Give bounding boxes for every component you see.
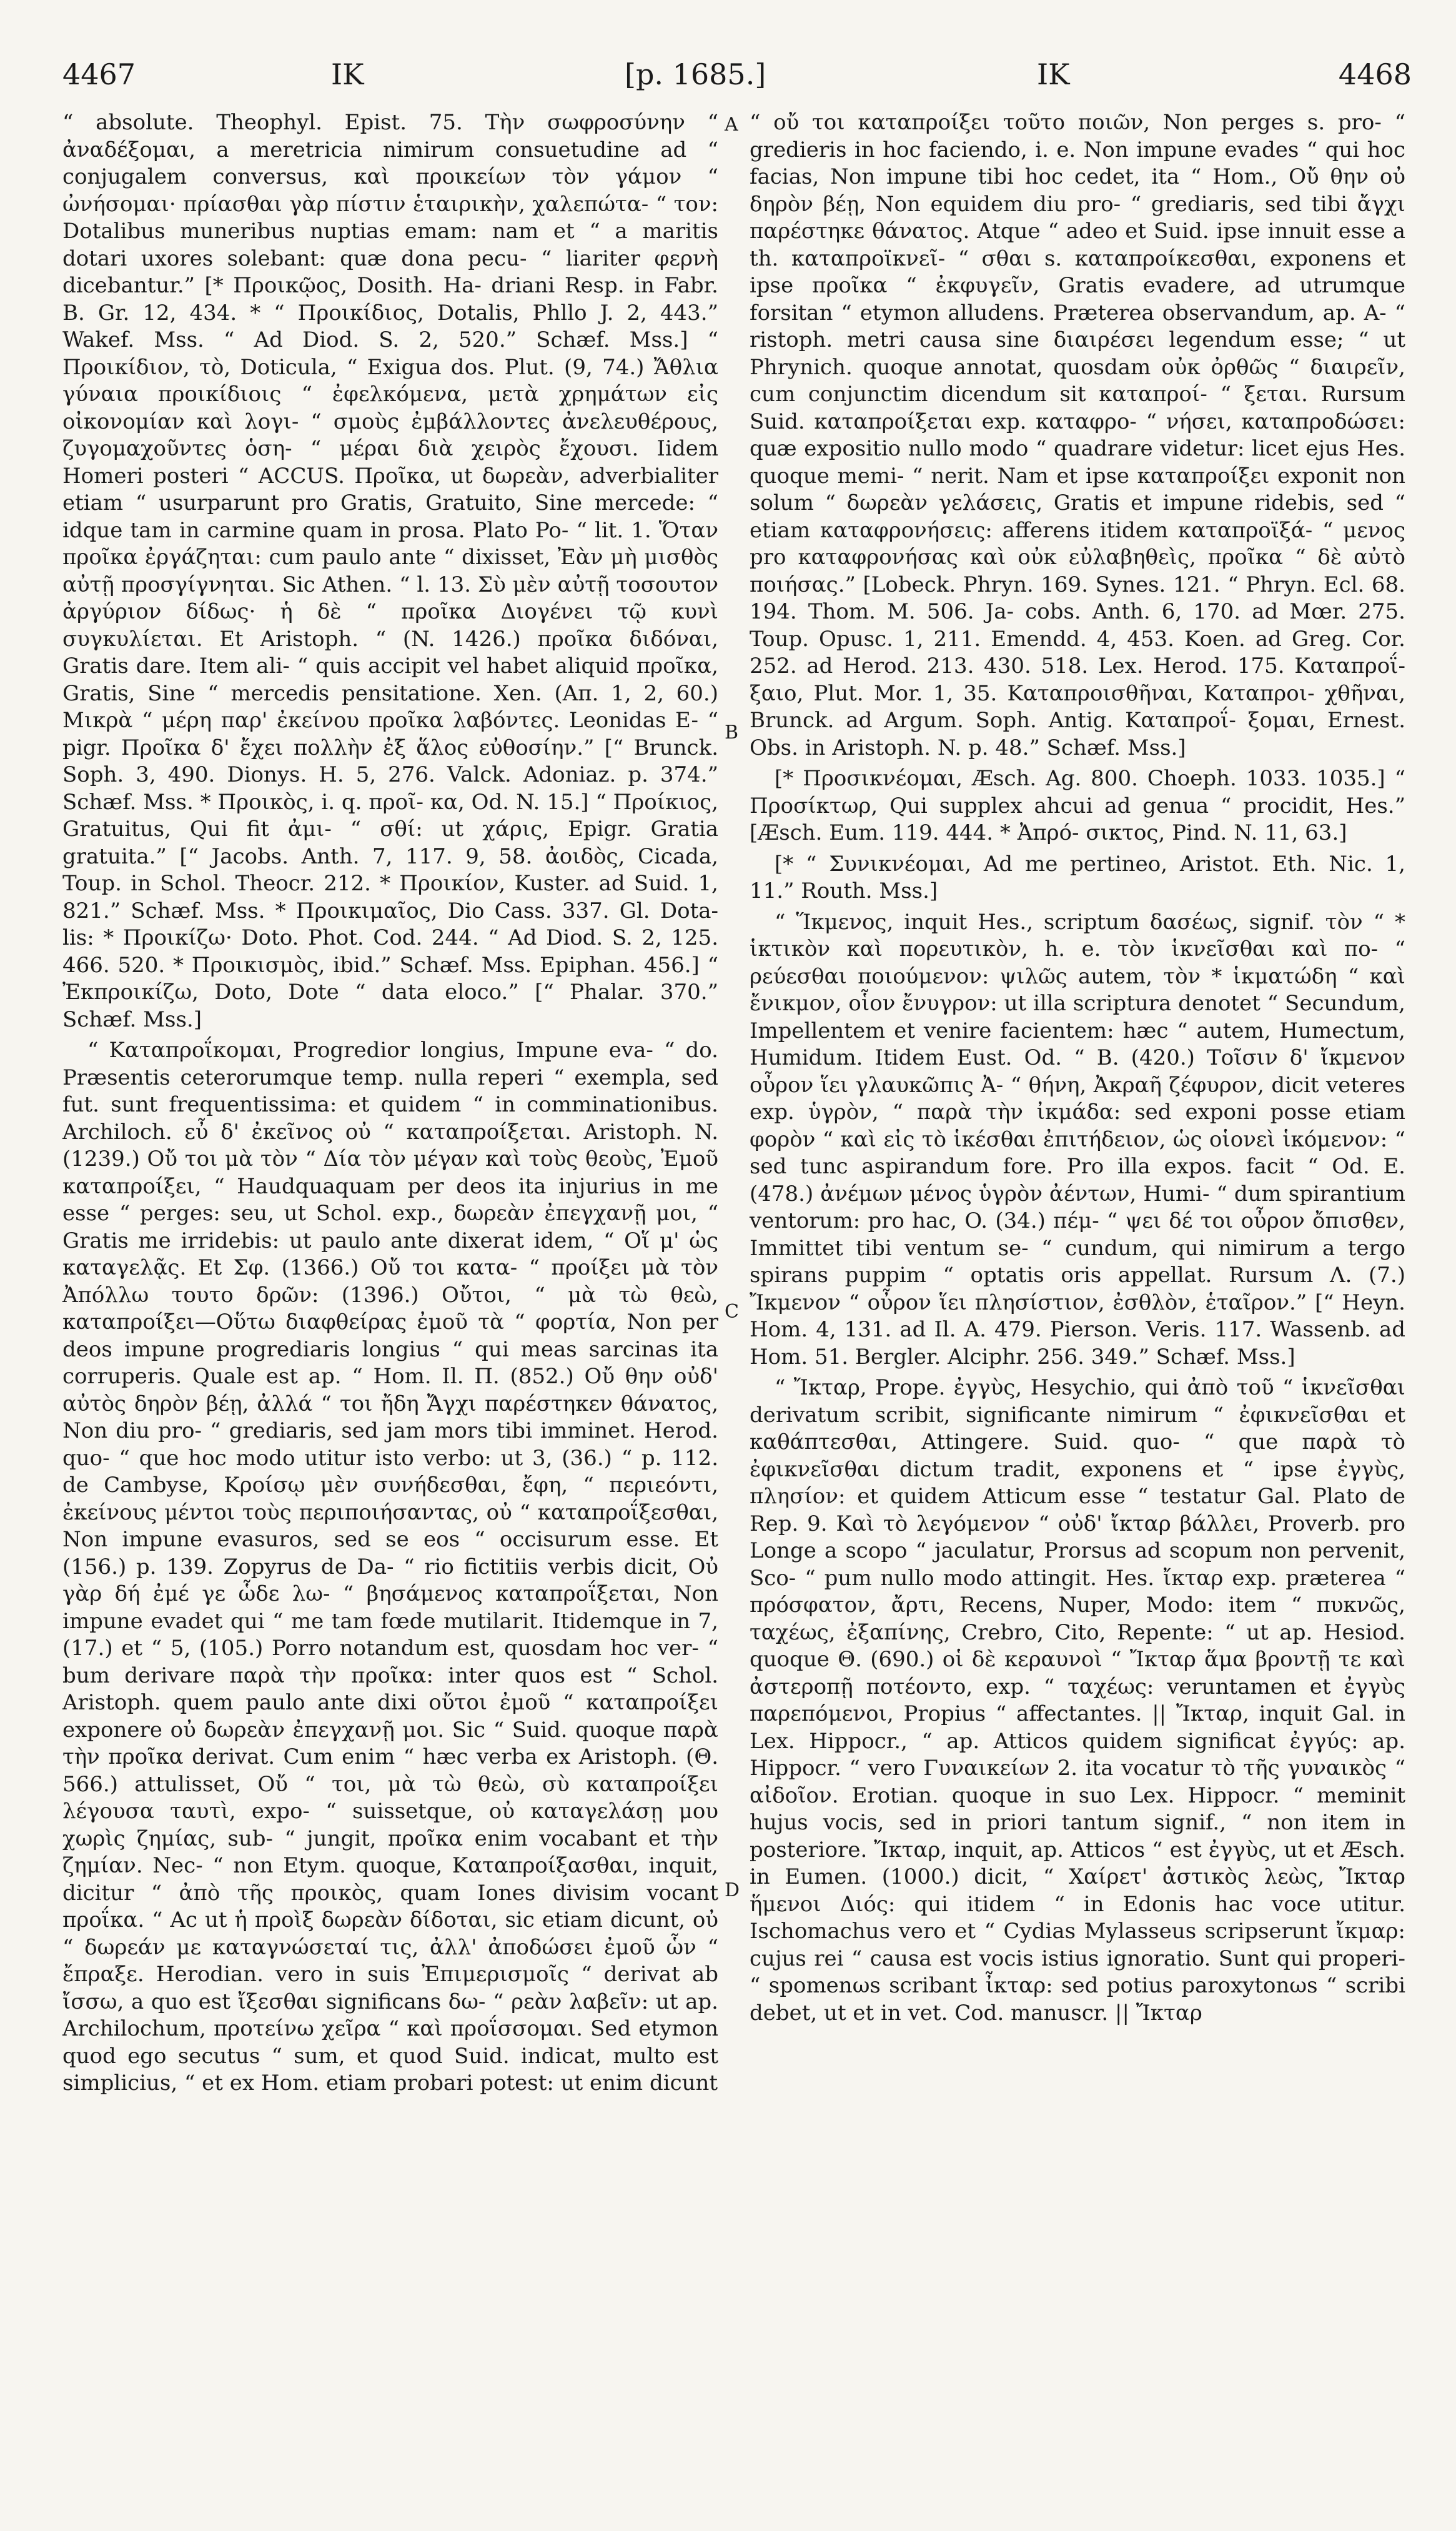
entry-paragraph: “ Καταπροΐκομαι, Progredior longius, Impune eva- “ do. Præsentis ceterorumque temp. nulla reperi “ exempla, sed fut. sunt frequentissima: et quidem “ in comminationibus. Archiloch. εὖ δ' ἐκεῖνος οὐ “ καταπροίξεται. Aristoph. N. (1239.) Οὔ τοι μὰ τὸν “ Δία τὸν μέγαν καὶ τοὺς θεοὺς, Ἐμοῦ καταπροίξει, “ Haudquaquam per deos ita injurius in me esse “ perges: seu, ut Schol. exp., δωρεὰν ἐπεγχανῇ μοι, “ Gratis me irridebis: ut paulo ante dixerat idem, “ Οἵ μ' ὡς καταγελᾷς. Et Σφ. (1366.) Οὔ τοι κατα- “ προίξει μὰ τὸν Ἀπόλλω τουτο δρῶν: (1396.) Οὔτοι, “ μὰ τὼ θεὼ, καταπροίξει—Οὕτω διαφθείρας ἐμοῦ τὰ “ φορτία, Non per deos impune progrediaris longius “ qui meas sarcinas ita corruperis. Quale est ap. “ Hom. Il. Π. (852.) Οὔ θην οὐδ' αὐτὸς δηρὸν βέῃ, ἀλλά “ τοι ἤδη Ἄγχι παρέστηκεν θάνατος, Non diu pro- “ grediaris, sed jam mors tibi imminet. Herod. quo- “ que hoc modo utitur isto verbo: ut 3, (36.) “ p. 112. de Cambyse, Κροίσῳ μὲν συνήδεσθαι, ἔφη, “ περιεόντι, ἐκείνους μέντοι τοὺς περιποιήσαντας, οὐ “ καταπροΐξεσθαι, Non impune evasuros, sed se eos “ occisurum esse. Et (156.) p. 139. Zopyrus de Da- “ rio fictitiis verbis dicit, Οὐ γὰρ δή ἐμέ γε ὧδε λω- “ βησάμενος καταπροΐξεται, Non impune evadet qui “ me tam fœde mutilarit. Itidemque in 7, (17.) et “ 5, (105.) Porro notandum est, quosdam hoc ver- “ bum derivare παρὰ τὴν προῖκα: inter quos est “ Schol. Aristoph. quem paulo ante dixi οὔτοι ἐμοῦ “ καταπροίξει exponere οὐ δωρεὰν ἐπεγχανῇ μοι. Sic “ Suid. quoque παρὰ τὴν προῖκα derivat. Cum enim “ hæc verba ex Aristoph. (Θ. 566.) attulisset, Οὔ “ τοι, μὰ τὼ θεὼ, σὺ καταπροίξει λέγουσα ταυτὶ, expo- “ suissetque, οὐ καταγελάσῃ μου χωρὶς ζημίας, sub- “ jungit, προῖκα enim vocabant et τὴν ζημίαν. Nec- “ non Etym. quoque, Καταπροίξασθαι, inquit, dicitur “ ἀπὸ τῆς προικὸς, quam Iones divisim vocant προΐκα. “ Ac ut ἡ προὶξ δωρεὰν δίδοται, sic etiam dicunt, οὐ “ δωρεάν με καταγνώσεταί τις, ἀλλ' ἀποδώσει ἐμοῦ ὧν “ ἔπραξε. Herodian. vero in suis Ἐπιμερισμοῖς “ derivat ab ἴσσω, a quo est ἴξεσθαι significans δω- “ ρεὰν λαβεῖν: ut ap. Archilochum, προτείνω χεῖρα “ καὶ προΐσσομαι. Sed etymon quod ego secutus “ sum, et quod Suid. indicat, multo est simplicius, “ et ex Hom. etiam probari potest: ut enim dicunt xyxy=(62,1038,718,2096)
margin-letter-a: A xyxy=(725,114,738,136)
left-headword-tag: IK xyxy=(331,57,364,91)
margin-letter-d: D xyxy=(725,1879,740,1901)
margin-letter-b: B xyxy=(725,722,739,743)
margin-letter-c: C xyxy=(725,1301,739,1323)
right-column xyxy=(750,109,1405,2031)
right-headword-tag: IK xyxy=(1037,57,1070,91)
entry-paragraph: “ absolute. Theophyl. Epist. 75. Τὴν σωφροσύνην “ ἀναδέξομαι, a meretricia nimirum consuetudine ad “ conjugalem conversus, καὶ προικείων τὸν γάμον “ ὠνήσομαι· πρίασθαι γὰρ πίστιν ἑταιρικὴν, χαλεπώτα- “ τον: Dotalibus muneribus nuptias emam: nam et “ a maritis dotari uxores solebant: quæ dona pecu- “ liariter φερνὴ dicebantur.” [* Προικῷος, Dosith. Ha- driani Resp. in Fabr. B. Gr. 12, 434. * “ Προικίδιος, Dotalis, Phllo J. 2, 443.” Wakef. Mss. “ Ad Diod. S. 2, 520.” Schæf. Mss.] “ Προικίδιον, τὸ, Doticula, “ Exigua dos. Plut. (9, 74.) Ἄθλια γύναια προικίδιοις “ ἐφελκόμενα, μετὰ χρημάτων εἰς οἰκονομίαν καὶ λογι- “ σμοὺς ἐμβάλλοντες ἀνελευθέρους, ζυγομαχοῦντες ὁση- “ μέραι διὰ χειρὸς ἔχουσι. Iidem Homeri posteri “ ACCUS. Προῖκα, ut δωρεὰν, adverbialiter etiam “ usurparunt pro Gratis, Gratuito, Sine mercede: “ idque tam in carmine quam in prosa. Plato Po- “ lit. 1. Ὅταν προῖκα ἐργάζηται: cum paulo ante “ dixisset, Ἐὰν μὴ μισθὸς αὐτῇ προσγίγνηται. Sic Athen. “ l. 13. Σὺ μὲν αὐτῇ τοσουτον ἀργύριον δίδως· ἡ δὲ “ προῖκα Διογένει τῷ κυνὶ συγκυλίεται. Et Aristoph. “ (N. 1426.) προῖκα διδόναι, Gratis dare. Item ali- “ quis accipit vel habet aliquid προῖκα, Gratis, Sine “ mercedis pensitatione. Xen. (Απ. 1, 2, 60.) Μικρὰ “ μέρη παρ' ἐκείνου προῖκα λαβόντες. Leonidas E- “ pigr. Προῖκα δ' ἔχει πολλὴν ἐξ ἅλος εὐθοσίην.” [“ Brunck. Soph. 3, 490. Dionys. H. 5, 276. Valck. Adoniaz. p. 374.” Schæf. Mss. * Προικὸς, i. q. προῖ- κα, Od. N. 15.] “ Προίκιος, Gratuitus, Qui fit ἀμι- “ σθί: ut χάρις, Epigr. Gratia gratuita.” [“ Jacobs. Anth. 7, 117. 9, 58. ἀοιδὸς, Cicada, Toup. in Schol. Theocr. 212. * Προικίον, Kuster. ad Suid. 1, 821.” Schæf. Mss. * Προικιμαῖος, Dio Cass. 337. Gl. Dota- lis: * Προικίζω· Doto. Phot. Cod. 244. “ Ad Diod. S. 2, 125. 466. 520. * Προικισμὸς, ibid.” Schæf. Mss. Epiphan. 456.] “ Ἐκπροικίζω, Doto, Dote “ data eloco.” [“ Phalar. 370.” Schæf. Mss.] xyxy=(62,110,718,1032)
entry-paragraph: “ οὔ τοι καταπροίξει τοῦτο ποιῶν, Non perges s. pro- “ gredieris in hoc faciendo, i. e. Non impune evades “ qui hoc facias, Non impune tibi hoc cedet, ita “ Hom., Οὔ θην οὐ δηρὸν βέῃ, Non equidem diu pro- “ grediaris, sed tibi ἄγχι παρέστηκε θάνατος. Atque “ adeo et Suid. ipse innuit esse a th. καταπροϊκνεῖ- “ σθαι s. καταπροίκεσθαι, exponens et ipse προῖκα “ ἐκφυγεῖν, Gratis evadere, ad utrumque forsitan “ etymon alludens. Præterea observandum, ap. A- “ ristoph. metri causa sine διαιρέσει legendum esse; “ ut Phrynich. quoque annotat, quosdam οὐκ ὀρθῶς “ διαιρεῖν, cum conjunctim dicendum sit καταπροί- “ ξεται. Rursum Suid. καταπροίξεται exp. καταφρο- “ νήσει, καταπροδώσει: quæ expositio nullo modo “ quadrare videtur: licet ejus Hes. quoque memi- “ nerit. Nam et ipse καταπροίξει exponit non solum “ δωρεὰν γελάσεις, Gratis et impune ridebis, sed “ etiam καταφρονήσεις: afferens itidem καταπροϊξά- “ μενος pro καταφρονήσας καὶ οὐκ εὐλαβηθεὶς, προῖκα “ δὲ αὐτὸ ποιήσας.” [Lobeck. Phryn. 169. Synes. 121. “ Phryn. Ecl. 68. 194. Thom. M. 506. Ja- cobs. Anth. 6, 170. ad Mœr. 275. Toup. Opusc. 1, 211. Emendd. 4, 453. Koen. ad Greg. Cor. 252. ad Herod. 213. 430. 518. Lex. Herod. 175. Καταπροΐ- ξαιο, Plut. Mor. 1, 35. Καταπροισθῆναι, Καταπροι- χθῆναι, Brunck. ad Argum. Soph. Antig. Καταπροΐ- ξομαι, Ernest. Obs. in Aristoph. N. p. 48.” Schæf. Mss.] xyxy=(750,110,1405,760)
entry-paragraph: “ Ἵκμενος, inquit Hes., scriptum δασέως, signif. τὸν “ * ἱκτικὸν καὶ πορευτικὸν, h. e. τὸν ἱκνεῖσθαι καὶ πο- “ ρεύεσθαι ποιούμενον: ψιλῶς autem, τὸν * ἱκματώδη “ καὶ ἔνικμον, οἷον ἔνυγρον: ut illa scriptura denotet “ Secundum, Impellentem et venire facientem: hæc “ autem, Humectum, Humidum. Itidem Eust. Od. “ B. (420.) Τοῖσιν δ' ἴκμενον οὖρον ἵει γλαυκῶπις Ἀ- “ θήνη, Ἀκραῆ ζέφυρον, dicit veteres exp. ὑγρὸν, “ παρὰ τὴν ἰκμάδα: sed exponi posse etiam φορὸν “ καὶ εἰς τὸ ἱκέσθαι ἐπιτήδειον, ὡς οἱονεὶ ἱκόμενον: “ sed tunc aspirandum fore. Pro illa expos. facit “ Od. E. (478.) ἀνέμων μένος ὑγρὸν ἀέντων, Humi- “ dum spirantium ventorum: pro hac, O. (34.) πέμ- “ ψει δέ τοι οὖρον ὄπισθεν, Immittet tibi ventum se- “ cundum, qui nimirum a tergo spirans puppim “ optatis oris appellat. Rursum Λ. (7.) Ἴκμενον “ οὖρον ἵει πλησίστιον, ἐσθλὸν, ἑταῖρον.” [“ Heyn. Hom. 4, 131. ad Il. A. 479. Pierson. Veris. 117. Wassenb. ad Hom. 51. Bergler. Alciphr. 256. 349.” Schæf. Mss.] xyxy=(750,909,1405,1370)
left-column-number: 4467 xyxy=(62,57,136,91)
left-column xyxy=(62,109,718,2101)
page-header xyxy=(62,57,1412,101)
right-column-number: 4468 xyxy=(1338,57,1412,91)
entry-paragraph: [* Προσικνέομαι, Æsch. Ag. 800. Choeph. 1033. 1035.] “ Προσίκτωρ, Qui supplex ahcui ad genua “ procidit, Hes.” [Æsch. Eum. 119. 444. * Ἀπρό- σικτος, Pind. N. 11, 63.] xyxy=(750,766,1405,845)
page-reference: [p. 1685.] xyxy=(625,57,766,91)
entry-paragraph: [* “ Συνικνέομαι, Ad me pertineo, Aristot. Eth. Nic. 1, 11.” Routh. Mss.] xyxy=(750,851,1405,903)
entry-paragraph: “ Ἴκταρ, Prope. ἐγγὺς, Hesychio, qui ἀπὸ τοῦ “ ἱκνεῖσθαι derivatum scribit, significante nimirum “ ἐφικνεῖσθαι et καθάπτεσθαι, Attingere. Suid. quo- “ que παρὰ τὸ ἐφικνεῖσθαι dictum tradit, exponens et “ ipse ἐγγὺς, πλησίον: et quidem Atticum esse “ testatur Gal. Plato de Rep. 9. Καὶ τὸ λεγόμενον “ οὐδ' ἴκταρ βάλλει, Proverb. pro Longe a scopo “ jaculatur, Prorsus ad scopum non pervenit, Sco- “ pum nullo modo attingit. Hes. ἴκταρ exp. præterea “ πρόσφατον, ἄρτι, Recens, Nuper, Modo: item “ πυκνῶς, ταχέως, ἐξαπίνης, Crebro, Cito, Repente: “ ut ap. Hesiod. quoque Θ. (690.) οἱ δὲ κεραυνοὶ “ Ἴκταρ ἅμα βροντῇ τε καὶ ἀστεροπῇ ποτέοντο, exp. “ ταχέως: veruntamen et ἐγγὺς παρεπόμενοι, Propius “ affectantes. || Ἴκταρ, inquit Gal. in Lex. Hippocr., “ ap. Atticos quidem significat ἐγγύς: ap. Hippocr. “ vero Γυναικείων 2. ita vocatur τὸ τῆς γυναικὸς “ αἰδοῖον. Erotian. quoque in suo Lex. Hippocr. “ meminit hujus vocis, sed in priori tantum signif., “ non item in posteriore. Ἴκταρ, inquit, ap. Atticos “ est ἐγγὺς, ut et Æsch. in Eumen. (1000.) dicit, “ Χαίρετ' ἀστικὸς λεὼς, Ἴκταρ ἥμενοι Διός: qui itidem “ in Edonis hac voce utitur. Ischomachus vero et “ Cydias Mylasseus scripserunt ἴκμαρ: cujus rei “ causa est vocis istius ignoratio. Sunt qui properi- “ spomenωs scribant ἶκταρ: sed potius paroxytonωs “ scribi debet, ut et in vet. Cod. manuscr. || Ἴκταρ xyxy=(750,1375,1405,2026)
